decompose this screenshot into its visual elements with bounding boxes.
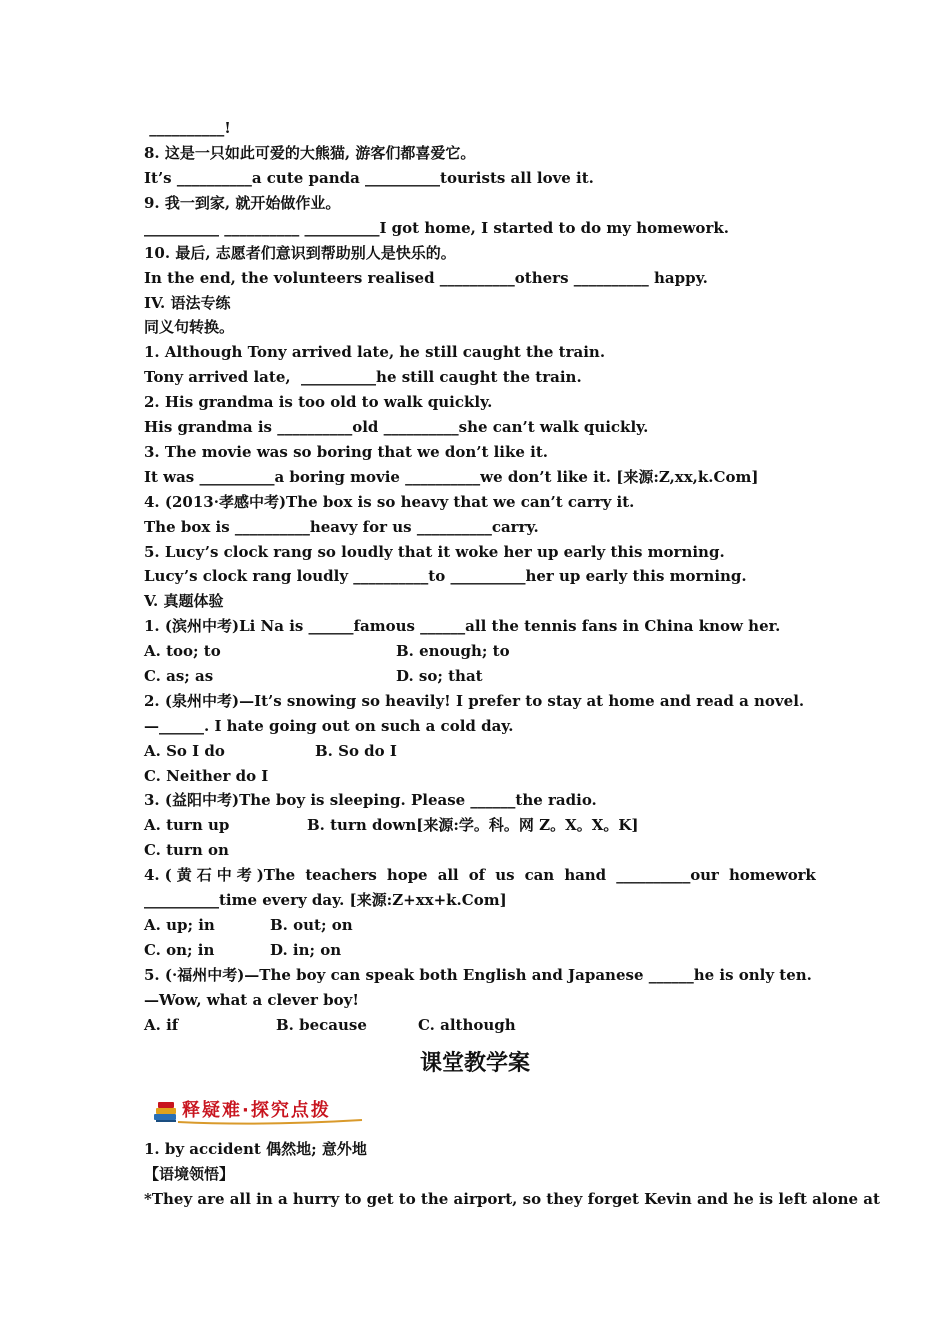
grammar-q4-answer: The box is __________heavy for us __________carry. (144, 518, 539, 536)
section-subheading: 同义句转换。 (144, 318, 235, 336)
grammar-q5: 5. Lucy’s clock rang so loudly that it woke her up early this morning. (144, 543, 725, 561)
option-b: B. because (276, 1016, 367, 1034)
option-b: B. enough; to (396, 642, 510, 660)
grammar-q3-answer: It was __________a boring movie __________we don’t like it. [来源:Z,xx,k.Com] (144, 468, 759, 486)
option-a: A. So I do (144, 742, 225, 760)
option-c: C. as; as (144, 667, 214, 685)
section-heading-v: V. 真题体验 (144, 592, 224, 610)
option-c: C. Neither do I (144, 767, 269, 785)
grammar-q1-answer: Tony arrived late, __________he still caught the train. (144, 368, 582, 386)
exam-q4-line2: __________time every day. [来源:Z+xx+k.Com] (144, 891, 507, 909)
grammar-q3: 3. The movie was so boring that we don’t like it. (144, 443, 549, 461)
option-c: C. on; in (144, 941, 215, 959)
option-c: C. turn on (144, 841, 229, 859)
answer-line-8: It’s __________a cute panda __________tourists all love it. (144, 169, 594, 187)
exam-q3: 3. (益阳中考)The boy is sleeping. Please ______the radio. (144, 791, 597, 809)
grammar-q5-answer: Lucy’s clock rang loudly __________to __________her up early this morning. (144, 567, 747, 585)
question-9: 9. 我一到家, 就开始做作业。 (144, 194, 341, 212)
answer-line-9: __________ __________ __________I got home, I started to do my homework. (144, 219, 729, 237)
grammar-q4: 4. (2013·孝感中考)The box is so heavy that we can’t carry it. (144, 493, 635, 511)
answer-line-10: In the end, the volunteers realised __________others __________ happy. (144, 269, 708, 287)
option-b: B. So do I (315, 742, 397, 760)
exam-q2-line2: —______. I hate going out on such a cold day. (144, 717, 514, 735)
page-title: 课堂教学案 (419, 1051, 530, 1076)
example-sentence: *They are all in a hurry to get to the airport, so they forget Kevin and he is left alone at (144, 1190, 880, 1208)
option-d: D. in; on (270, 941, 342, 959)
option-a: A. up; in (144, 916, 215, 934)
grammar-q1: 1. Although Tony arrived late, he still caught the train. (144, 343, 606, 361)
exam-q2: 2. (泉州中考)—It’s snowing so heavily! I prefer to stay at home and read a novel. (144, 692, 805, 710)
option-a: A. turn up (144, 816, 230, 834)
section-banner (152, 1092, 366, 1128)
option-b: B. turn down[来源:学。科。网 Z。X。X。K] (307, 816, 639, 834)
question-10: 10. 最后, 志愿者们意识到帮助别人是快乐的。 (144, 244, 456, 262)
option-d: D. so; that (396, 667, 483, 685)
context-heading: 【语境领悟】 (144, 1165, 235, 1183)
question-8: 8. 这是一只如此可爱的大熊猫, 游客们都喜爱它。 (144, 144, 476, 162)
option-a: A. too; to (144, 642, 221, 660)
option-a: A. if (144, 1016, 179, 1034)
grammar-q2: 2. His grandma is too old to walk quickly. (144, 393, 493, 411)
exam-q5-line2: —Wow, what a clever boy! (144, 991, 359, 1009)
exam-q1: 1. (滨州中考)Li Na is ______famous ______all the tennis fans in China know her. (144, 617, 781, 635)
key-phrase-1: 1. by accident 偶然地; 意外地 (144, 1140, 367, 1158)
option-b: B. out; on (270, 916, 353, 934)
text-line: __________! (144, 119, 231, 137)
grammar-q2-answer: His grandma is __________old __________she can’t walk quickly. (144, 418, 649, 436)
section-heading-iv: IV. 语法专练 (144, 294, 231, 312)
option-c: C. although (418, 1016, 516, 1034)
exam-q4: 4. ( 黄 石 中 考 )The teachers hope all of us can hand __________our homework (144, 866, 816, 884)
banner-label: 释疑难·探究点拨 (182, 1100, 331, 1121)
exam-q5: 5. (·福州中考)—The boy can speak both English and Japanese ______he is only ten. (144, 966, 812, 984)
